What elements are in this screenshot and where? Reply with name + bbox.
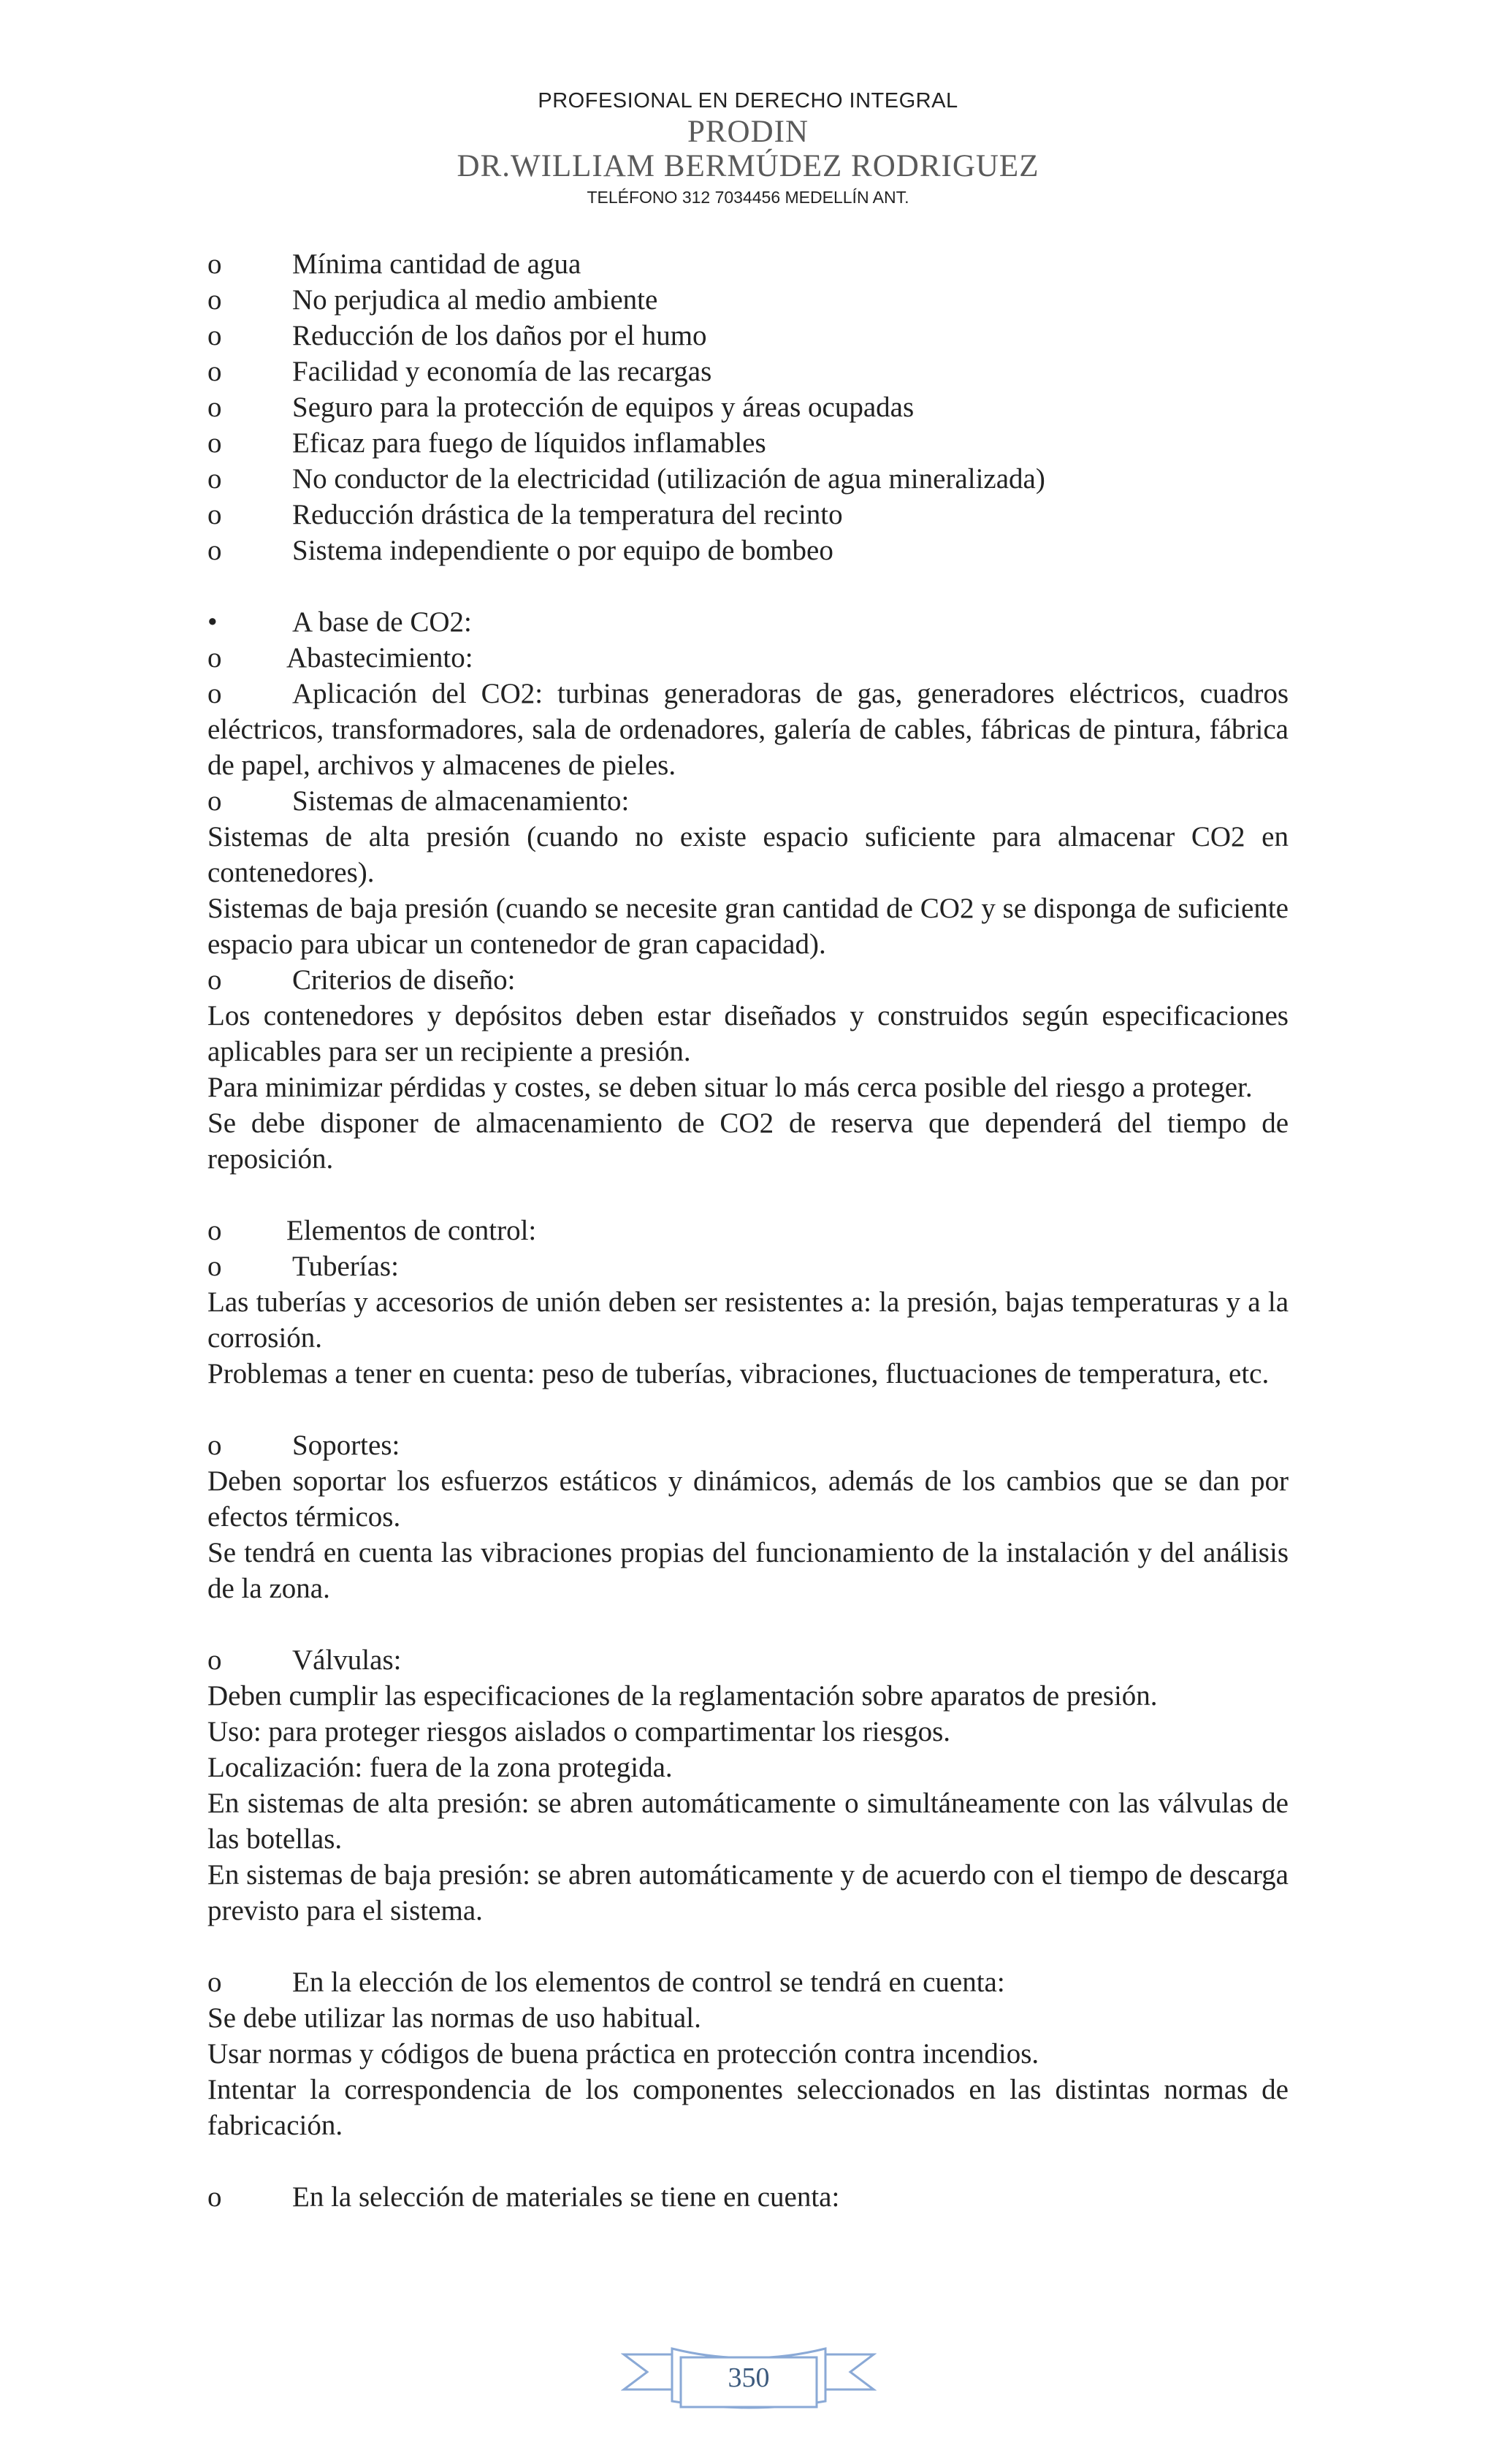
- list-item: [207, 318, 1289, 354]
- bullet-marker: o: [207, 2181, 222, 2213]
- list-item: [207, 246, 1289, 282]
- paragraph: Deben soportar los esfuerzos estáticos y dinámicos, además de los cambios que se dan por efectos térmicos.: [207, 1465, 1289, 1533]
- paragraph: Uso: para proteger riesgos aislados o compartimentar los riesgos.: [207, 1716, 950, 1747]
- list-item-text: Seguro para la protección de equipos y áreas ocupadas: [292, 392, 915, 423]
- bullet-marker: o: [207, 1430, 222, 1461]
- bullet-marker: o: [207, 642, 222, 674]
- list-item-text: No conductor de la electricidad (utilización de agua mineralizada): [292, 463, 1045, 495]
- paragraph-aplicacion: o Aplicación del CO2: turbinas generadoras de gas, generadores eléctricos, cuadros eléctricos, transformadores, sala de ordenadores, galería de cables, fábricas de pintura, fábrica de papel, archivos y almacenes de pieles.: [207, 676, 1289, 783]
- header-line-profession: PROFESIONAL EN DERECHO INTEGRAL: [538, 89, 958, 112]
- list-item-text: Reducción drástica de la temperatura del recinto: [292, 499, 843, 530]
- list-item: o Sistemas de almacenamiento:: [207, 783, 1289, 819]
- page-number-ribbon: [621, 2341, 877, 2414]
- list-item: [207, 389, 1289, 425]
- paragraph: Se tendrá en cuenta las vibraciones propias del funcionamiento de la instalación y del análisis de la zona.: [207, 1537, 1289, 1604]
- list-item-text: Mínima cantidad de agua: [292, 248, 581, 280]
- paragraph: Localización: fuera de la zona protegida.: [207, 1752, 673, 1783]
- list-item-text: No perjudica al medio ambiente: [292, 284, 658, 316]
- list-item: [207, 282, 1289, 318]
- list-item: o Soportes:: [207, 1427, 1289, 1463]
- header-line-phone: TELÉFONO 312 7034456 MEDELLÍN ANT.: [587, 188, 909, 207]
- list-item: [207, 497, 1289, 533]
- paragraph: Para minimizar pérdidas y costes, se deben situar lo más cerca posible del riesgo a proteger.: [207, 1072, 1253, 1103]
- paragraph: Sistemas de alta presión (cuando no existe espacio suficiente para almacenar CO2 en contenedores).: [207, 821, 1289, 888]
- bullet-marker: o: [207, 1215, 222, 1246]
- page-header: [0, 86, 1496, 210]
- list-item: o Tuberías:: [207, 1248, 1289, 1284]
- bullet-marker: •: [207, 606, 218, 638]
- document-body: [207, 246, 1289, 2215]
- header-line-name: DR.WILLIAM BERMÚDEZ RODRIGUEZ: [457, 149, 1039, 183]
- bullet-marker: o: [207, 1967, 222, 1998]
- bullet-marker: o: [207, 356, 222, 387]
- paragraph: Se debe utilizar las normas de uso habitual.: [207, 2002, 701, 2034]
- bullet-marker: o: [207, 678, 222, 709]
- paragraph: En sistemas de alta presión: se abren automáticamente o simultáneamente con las válvulas de las botellas.: [207, 1788, 1289, 1855]
- list-item: [207, 354, 1289, 389]
- bullet-marker: o: [207, 284, 222, 316]
- list-item: o Abastecimiento:: [207, 640, 1289, 676]
- list-item: o En la elección de los elementos de control se tendrá en cuenta:: [207, 1964, 1289, 2000]
- paragraph: Los contenedores y depósitos deben estar diseñados y construidos según especificaciones aplicables para ser un recipiente a presión.: [207, 1000, 1289, 1067]
- paragraph: Deben cumplir las especificaciones de la reglamentación sobre aparatos de presión.: [207, 1680, 1158, 1712]
- co2-heading: • A base de CO2:: [207, 604, 1289, 640]
- list-item: o Válvulas:: [207, 1642, 1289, 1678]
- paragraph: Las tuberías y accesorios de unión deben ser resistentes a: la presión, bajas temperaturas y a la corrosión.: [207, 1286, 1289, 1354]
- bullet-marker: o: [207, 1251, 222, 1282]
- paragraph: Problemas a tener en cuenta: peso de tuberías, vibraciones, fluctuaciones de temperatura, etc.: [207, 1358, 1270, 1389]
- bullet-marker: o: [207, 1644, 222, 1676]
- bullet-marker: o: [207, 785, 222, 817]
- bullet-marker: o: [207, 320, 222, 351]
- list-item: [207, 461, 1289, 497]
- list-item: o Elementos de control:: [207, 1213, 1289, 1248]
- list-item: [207, 533, 1289, 568]
- paragraph: Usar normas y códigos de buena práctica en protección contra incendios.: [207, 2038, 1039, 2070]
- bullet-marker: o: [207, 392, 222, 423]
- list-item: [207, 425, 1289, 461]
- bullet-marker: o: [207, 427, 222, 459]
- bullet-marker: o: [207, 499, 222, 530]
- list-item-text: Sistema independiente o por equipo de bombeo: [292, 535, 833, 566]
- top-bullet-list: [207, 246, 1289, 568]
- bullet-marker: o: [207, 964, 222, 996]
- list-item: o En la selección de materiales se tiene en cuenta:: [207, 2179, 1289, 2215]
- paragraph: En sistemas de baja presión: se abren automáticamente y de acuerdo con el tiempo de descarga previsto para el sistema.: [207, 1859, 1289, 1926]
- bullet-marker: o: [207, 248, 222, 280]
- list-item-text: Eficaz para fuego de líquidos inflamables: [292, 427, 766, 459]
- bullet-marker: o: [207, 535, 222, 566]
- list-item-text: Reducción de los daños por el humo: [292, 320, 707, 351]
- header-line-firm: PRODIN: [687, 115, 809, 149]
- bullet-marker: o: [207, 463, 222, 495]
- paragraph: Sistemas de baja presión (cuando se necesite gran cantidad de CO2 y se disponga de suficiente espacio para ubicar un contenedor de gran capacidad).: [207, 893, 1289, 960]
- page-number: 350: [728, 2362, 770, 2393]
- list-item-text: Facilidad y economía de las recargas: [292, 356, 712, 387]
- paragraph: Se debe disponer de almacenamiento de CO2 de reserva que dependerá del tiempo de reposición.: [207, 1107, 1289, 1175]
- list-item: o Criterios de diseño:: [207, 962, 1289, 998]
- paragraph: Intentar la correspondencia de los componentes seleccionados en las distintas normas de fabricación.: [207, 2074, 1289, 2141]
